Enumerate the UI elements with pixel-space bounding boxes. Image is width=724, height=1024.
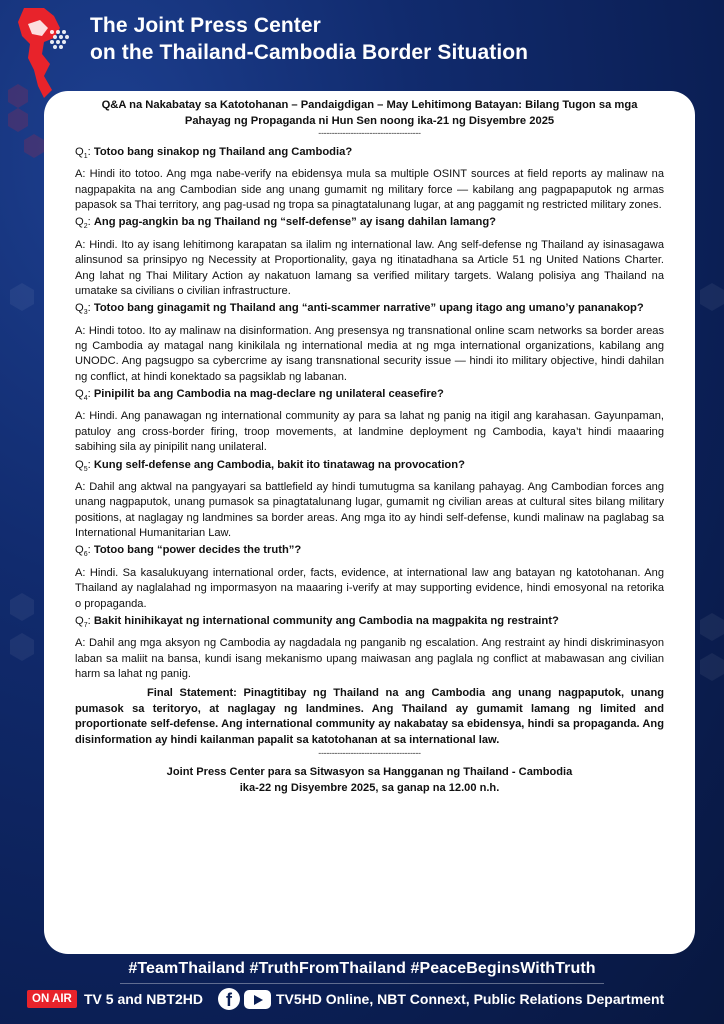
question-number: $Q_2$: (75, 216, 94, 231)
question-number: $Q_3$: (75, 302, 94, 317)
document-title-line1: Q&A na Nakabatay sa Katotohanan – Pandaigdigan – May Lehitimong Batayan: Bilang Tugon sa mga (101, 99, 638, 111)
question-6: $Q_6$: Totoo bang “power decides the truth”? (75, 544, 302, 559)
question-number: $Q_7$: (75, 614, 94, 630)
question-4: $Q_4$: Pinipilit ba ang Cambodia na mag-declare ng unilateral ceasefire? (75, 388, 444, 403)
document-footer (75, 765, 664, 796)
document-footer-line1: Joint Press Center para sa Sitwasyon sa Hangganan ng Thailand - Cambodia (166, 766, 573, 779)
qa-item-7 (75, 613, 664, 682)
answer-1: A: Hindi ito totoo. Ang mga nabe-verify na ebidensya mula sa multiple OSINT sources at field reports ay malinaw na nagpapakita na ang Cambodian side ang unang gumamit ng military force — kabilang ang pagpapaputok ng armas papasok sa Thai territory, ang pag-usad ng tropa sa pinagtatalunang lugar, at ang paggamit ng restricted military zones. (75, 168, 664, 212)
final-statement: Final Statement: Pinagtitibay ng Thailand na ang Cambodia ang unang nagpaputok, unang pumasok sa teritoryo, at naglagay ng landmines. Ang Thailand ay gumamit lamang ng limited and proportionate self-defense. Ang international community ay nakabatay sa ebidensya, hindi sa propaganda. Ang disinformation ay hindi kailanman papalit sa katotohanan at sa international law. (75, 687, 664, 746)
question-2: $Q_2$: Ang pag-angkin ba ng Thailand ng “self-defense” ay isang dahilan lamang? (75, 216, 497, 231)
answer-7: A: Dahil ang mga aksyon ng Cambodia ay nagdadala ng panganib ng escalation. Ang restraint ay hindi diskriminasyon laban sa maliit na bansa, kundi isang mekanismo upang maiwasan ang paglala ng conflict at mabawasan ang civilian harm sa lahat ng panig. (75, 637, 664, 680)
qa-item-5 (75, 457, 664, 542)
hashtags: #TeamThailand #TruthFromThailand #PeaceBeginsWithTruth (128, 960, 596, 977)
question-7: $Q_7$: Bakit hinihikayat ng international community ang Cambodia na magpakita ng restraint? (75, 614, 559, 630)
qa-item-1 (75, 144, 664, 213)
facebook-icon: f (218, 988, 240, 1010)
online-channels: TV5HD Online, NBT Connext, Public Relations Department (276, 991, 665, 1007)
header-title-line1: The Joint Press Center (90, 14, 321, 37)
answer-5: A: Dahil ang aktwal na pangyayari sa battlefield ay hindi tumutugma sa kanilang pahayag. Ang Cambodian forces ang unang nagpaputok, unang pumasok sa pinagtatalunang lugar, gumamit ng civilian areas at cultural sites bilang military positions, at naglagay ng landmines sa border areas. Ang mga ito ay hindi self-defense, kundi malinaw na paglabag sa International Humanitarian Law. (75, 480, 664, 540)
header-title (90, 12, 528, 66)
bottom-divider (120, 983, 604, 984)
question-1: $Q_1$: Totoo bang sinakop ng Thailand ang Cambodia? (75, 146, 353, 161)
answer-4: A: Hindi. Ang panawagan ng international community ay para sa lahat ng panig na itigil ang karahasan. Gayunpaman, patuloy ang cross-border firing, troop movements, at landmine deployment ng Cambodia, kaya’t hindi maaaring sabihing sila ay pinipilit nang unilateral. (75, 410, 664, 454)
question-number: $Q_1$: (75, 146, 94, 161)
answer-2: A: Hindi. Ito ay isang lehitimong karapatan sa ilalim ng international law. Ang self-defense ng Thailand ay isinasagawa alinsunod sa prinsipyo ng Necessity at Proportionality, gaya ng itinatadhana sa Article 51 ng United Nations Charter. Ang lahat ng Thai Military Action ay nakatuon lamang sa verified military targets. Walang polisiya ang Thailand na umatake sa civilians o civilian infrastructure. (75, 238, 664, 297)
qa-item-6 (75, 542, 664, 611)
question-3: $Q_3$: Totoo bang ginagamit ng Thailand ang “anti-scammer narrative” upang itago ang umano’y pananakop? (75, 302, 644, 317)
title-separator: -------------------------------------- (318, 128, 421, 138)
youtube-icon (244, 990, 271, 1009)
document-footer-line2: ika-22 ng Disyembre 2025, sa ganap na 12.00 n.h. (239, 781, 500, 794)
header-title-line2: on the Thailand-Cambodia Border Situation (90, 41, 529, 64)
on-air-badge: ON AIR (27, 990, 77, 1008)
question-number: $Q_4$: (75, 388, 94, 403)
thailand-map-logo-icon (14, 6, 76, 101)
qa-item-3 (75, 300, 664, 385)
tv-channels: TV 5 and NBT2HD (84, 991, 204, 1007)
document-title (75, 97, 664, 129)
footer-separator: -------------------------------------- (318, 748, 421, 759)
answer-6: A: Hindi. Sa kasalukuyang international order, facts, evidence, at international law ang batayan ng katotohanan. Ang Thailand ay naglalahad ng impormasyon na maaaring i-verify at may supporting evidence, hindi emosyonal na retorika o propaganda. (75, 566, 664, 610)
answer-3: A: Hindi totoo. Ito ay malinaw na disinformation. Ang presensya ng transnational online scam networks sa border areas ng Cambodia ay matagal nang kinikilala ng international media at ng mga international organizations, kabilang ang UNODC. Ang pagsugpo sa cybercrime ay isang transnational security issue — hindi ito military objective, hindi dahilan ng conflict, at hindi konektado sa pagsiklab ng labanan. (75, 324, 664, 383)
document-card (44, 91, 695, 954)
qa-item-2 (75, 214, 664, 299)
qa-item-4 (75, 386, 664, 455)
question-5: $Q_5$: Kung self-defense ang Cambodia, bakit ito tinatawag na provocation? (75, 458, 465, 473)
document-title-line2: Pahayag ng Propaganda ni Hun Sen noong ika-21 ng Disyembre 2025 (184, 115, 555, 127)
question-number: $Q_5$: (75, 458, 94, 473)
question-number: $Q_6$: (75, 544, 94, 559)
